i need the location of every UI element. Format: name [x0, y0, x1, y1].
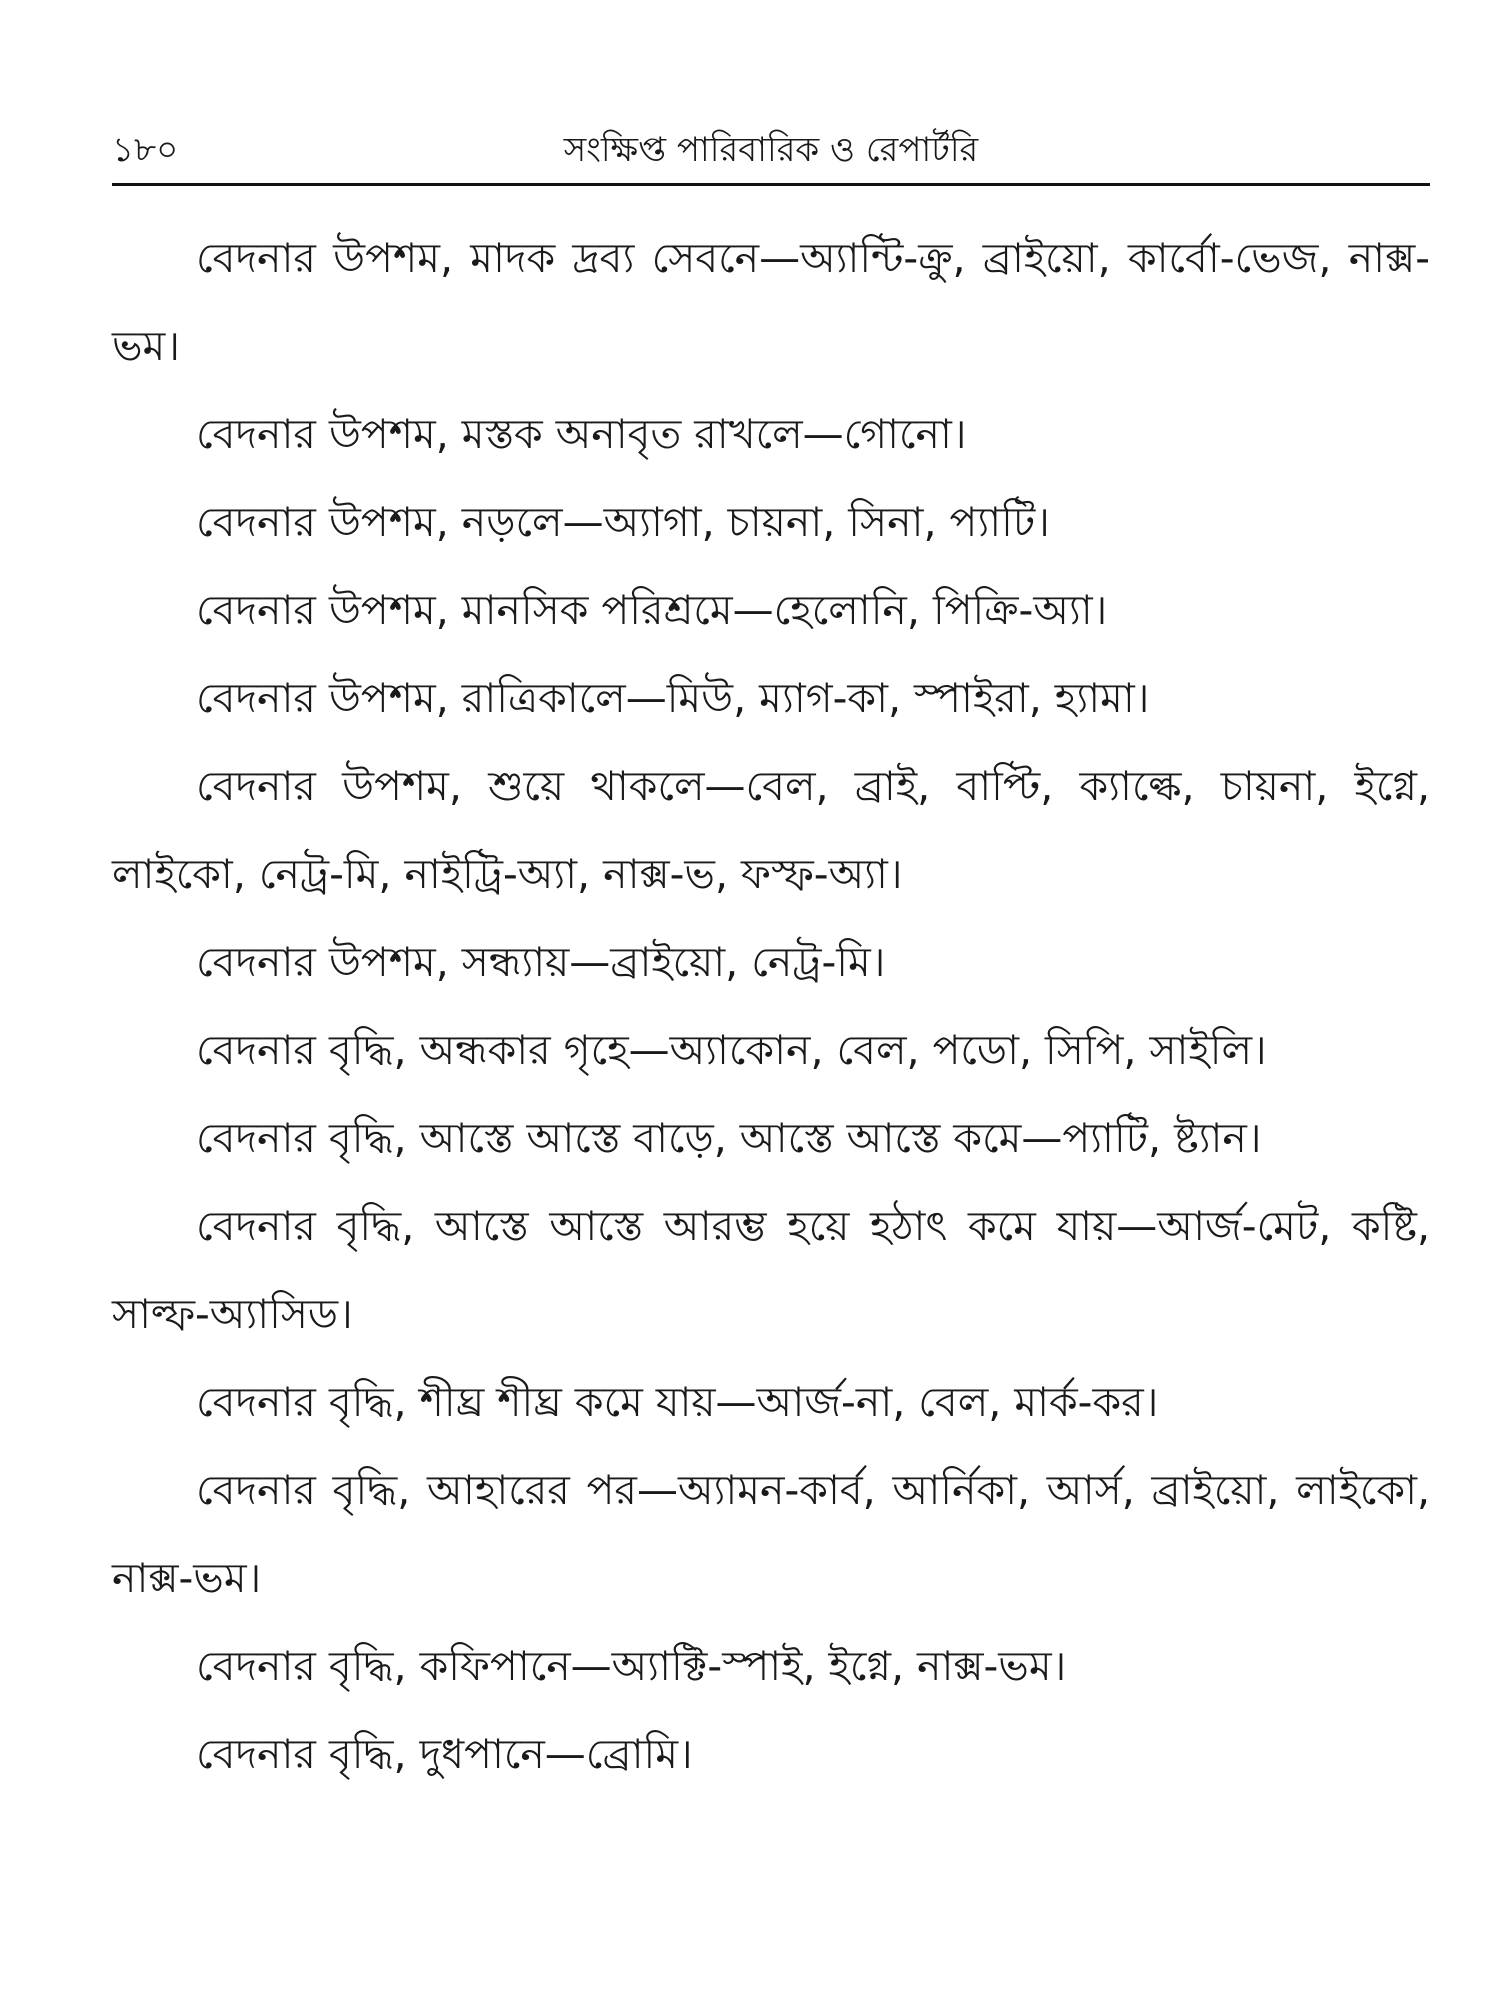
paragraph-8: বেদনার বৃদ্ধি, অন্ধকার গৃহে—অ্যাকোন, বেল, পডো, সিপি, সাইলি।: [196, 1026, 1267, 1074]
header-rule: [112, 183, 1430, 186]
running-title: সংক্ষিপ্ত পারিবারিক ও রেপার্টরি: [563, 130, 979, 170]
paragraph-12: বেদনার বৃদ্ধি, আহারের পর—অ্যামন-কার্ব, আর্নিকা, আর্স, ব্রাইয়ো, লাইকো, নাক্স-ভম।: [112, 1466, 1430, 1602]
page-header: [112, 128, 1430, 184]
paragraph-4: বেদনার উপশম, মানসিক পরিশ্রমে—হেলোনি, পিক্রি-অ্যা।: [196, 586, 1108, 634]
paragraph-10: বেদনার বৃদ্ধি, আস্তে আস্তে আরম্ভ হয়ে হঠাৎ কমে যায়—আর্জ-মেট, কষ্টি, সাল্ফ-অ্যাসিড।: [112, 1202, 1430, 1338]
paragraph-3: বেদনার উপশম, নড়লে—অ্যাগা, চায়না, সিনা, প্যাটি।: [196, 498, 1050, 546]
page-body: [112, 214, 1430, 1798]
paragraph-13: বেদনার বৃদ্ধি, কফিপানে—অ্যাক্টি-স্পাই, ইগ্নে, নাক্স-ভম।: [196, 1642, 1067, 1690]
paragraph-1: বেদনার উপশম, মাদক দ্রব্য সেবনে—অ্যান্টি-ক্রু, ব্রাইয়ো, কার্বো-ভেজ, নাক্স-ভম।: [112, 234, 1430, 370]
paragraph-9: বেদনার বৃদ্ধি, আস্তে আস্তে বাড়ে, আস্তে আস্তে কমে—প্যাটি, ষ্ট্যান।: [196, 1114, 1262, 1162]
page-number: ১৮০: [112, 130, 179, 170]
paragraph-14: বেদনার বৃদ্ধি, দুধপানে—ব্রোমি।: [196, 1730, 693, 1778]
paragraph-7: বেদনার উপশম, সন্ধ্যায়—ব্রাইয়ো, নেট্র-মি।: [196, 938, 886, 986]
paragraph-11: বেদনার বৃদ্ধি, শীঘ্র শীঘ্র কমে যায়—আর্জ-না, বেল, মার্ক-কর।: [196, 1378, 1159, 1426]
paragraph-2: বেদনার উপশম, মস্তক অনাবৃত রাখলে—গোনো।: [196, 410, 967, 458]
paragraph-6: বেদনার উপশম, শুয়ে থাকলে—বেল, ব্রাই, বাপ্টি, ক্যাল্কে, চায়না, ইগ্নে, লাইকো, নেট্র-মি, নাইট্রি-অ্যা, নাক্স-ভ, ফস্ফ-অ্যা।: [112, 762, 1430, 898]
paragraph-5: বেদনার উপশম, রাত্রিকালে—মিউ, ম্যাগ-কা, স্পাইরা, হ্যামা।: [196, 674, 1150, 722]
